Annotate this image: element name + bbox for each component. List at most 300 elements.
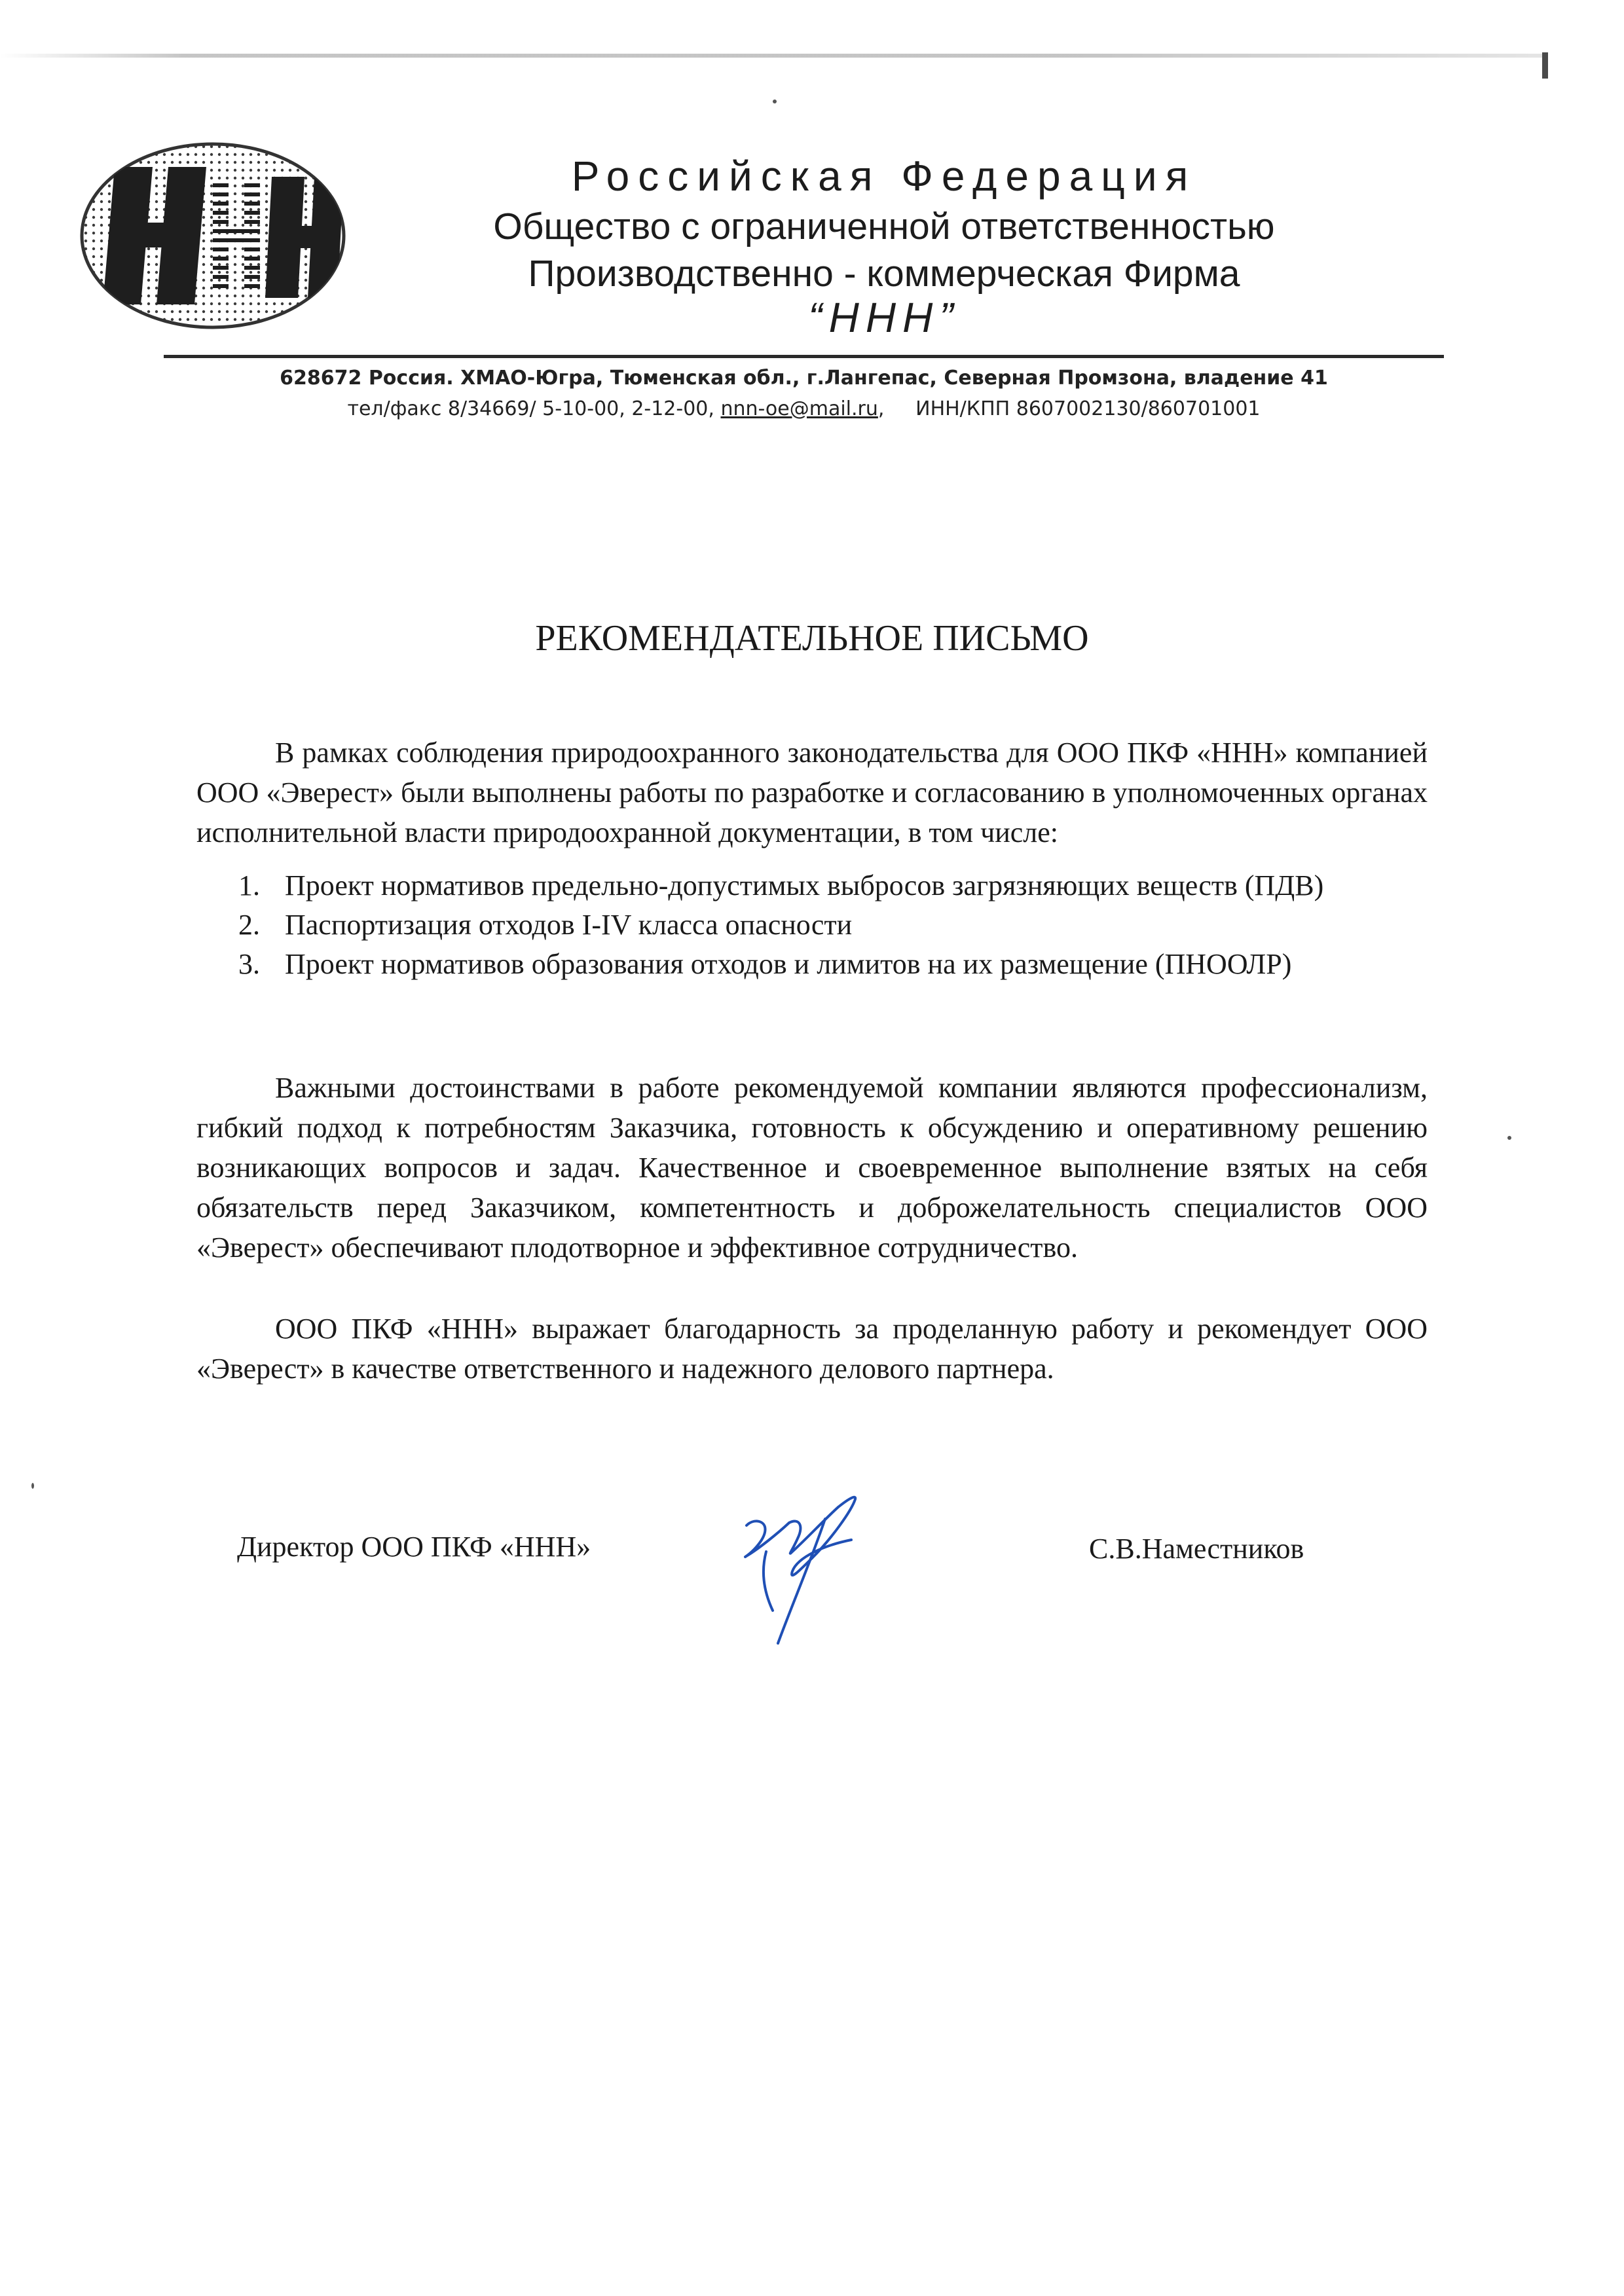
- logo-texture-dot: [210, 318, 213, 321]
- logo-texture-dot: [116, 302, 119, 305]
- logo-texture-dot: [304, 326, 307, 329]
- logo-texture-dot: [163, 177, 166, 179]
- logo-texture-dot: [234, 310, 236, 313]
- logo-texture-dot: [218, 224, 221, 227]
- logo-texture-dot: [336, 318, 339, 321]
- logo-texture-dot: [171, 161, 174, 164]
- logo-texture-dot: [92, 169, 95, 172]
- logo-texture-dot: [194, 302, 197, 305]
- logo-texture-dot: [155, 208, 158, 211]
- logo-texture-dot: [194, 161, 197, 164]
- logo-texture-dot: [92, 255, 95, 258]
- logo-texture-dot: [336, 326, 339, 329]
- logo-texture-dot: [265, 224, 268, 227]
- logo-texture-dot: [226, 279, 229, 282]
- logo-texture-dot: [147, 287, 150, 289]
- logo-texture-dot: [242, 271, 244, 274]
- logo-texture-dot: [249, 216, 252, 219]
- logo-texture-dot: [202, 247, 205, 250]
- logo-texture-dot: [304, 279, 307, 282]
- letterhead-contacts: [164, 397, 1444, 420]
- signatory-name: С.В.Наместников: [1089, 1533, 1304, 1565]
- logo-texture-dot: [226, 216, 229, 219]
- logo-texture-dot: [257, 310, 260, 313]
- logo-texture-dot: [108, 145, 111, 148]
- logo-texture-dot: [108, 326, 111, 329]
- logo-texture-dot: [124, 161, 126, 164]
- logo-texture-dot: [265, 192, 268, 195]
- logo-texture-dot: [281, 161, 284, 164]
- logo-texture-dot: [242, 216, 244, 219]
- logo-texture-dot: [257, 295, 260, 297]
- logo-texture-dot: [210, 161, 213, 164]
- logo-texture-dot: [210, 263, 213, 266]
- contacts-separator: ,: [877, 397, 910, 420]
- logo-texture-dot: [179, 310, 181, 313]
- logo-texture-dot: [202, 216, 205, 219]
- logo-texture-dot: [344, 161, 346, 164]
- letterhead-phone: тел/факс 8/34669/ 5-10-00, 2-12-00,: [347, 397, 714, 420]
- logo-texture-dot: [210, 302, 213, 305]
- logo-texture-dot: [320, 177, 323, 179]
- logo-texture-dot: [100, 326, 103, 329]
- logo-texture-dot: [218, 302, 221, 305]
- logo-texture-dot: [210, 310, 213, 313]
- logo-texture-dot: [108, 169, 111, 172]
- logo-texture-dot: [147, 302, 150, 305]
- logo-texture-dot: [304, 192, 307, 195]
- logo-texture-dot: [336, 295, 339, 297]
- list-item: [196, 866, 1428, 905]
- works-list: [196, 866, 1428, 984]
- logo-texture-dot: [155, 200, 158, 203]
- logo-texture-dot: [320, 326, 323, 329]
- logo-texture-dot: [297, 169, 299, 172]
- logo-texture-dot: [187, 318, 189, 321]
- logo-texture-dot: [139, 153, 142, 156]
- list-item-number: 2.: [238, 909, 260, 941]
- logo-texture-dot: [92, 145, 95, 148]
- logo-texture-dot: [226, 302, 229, 305]
- logo-texture-dot: [155, 271, 158, 274]
- logo-texture-dot: [147, 255, 150, 258]
- list-item: [196, 945, 1428, 984]
- logo-texture-dot: [210, 279, 213, 282]
- logo-texture-dot: [234, 255, 236, 258]
- logo-texture-dot: [265, 326, 268, 329]
- logo-texture-dot: [304, 263, 307, 266]
- logo-texture-dot: [265, 247, 268, 250]
- letterhead-country: Российская Федерация: [571, 153, 1197, 200]
- logo-texture-dot: [242, 255, 244, 258]
- logo-texture-dot: [202, 255, 205, 258]
- nnn-logo-icon: [75, 137, 350, 334]
- logo-texture-dot: [218, 310, 221, 313]
- logo-texture-dot: [249, 295, 252, 297]
- logo-texture-dot: [210, 232, 213, 234]
- logo-texture-dot: [328, 295, 331, 297]
- logo-texture-dot: [273, 310, 276, 313]
- logo-texture-dot: [100, 208, 103, 211]
- scan-artifact-dot: [1507, 1136, 1511, 1140]
- logo-texture-dot: [226, 177, 229, 179]
- logo-texture-dot: [249, 310, 252, 313]
- logo-texture-dot: [234, 177, 236, 179]
- logo-texture-dot: [344, 216, 346, 219]
- logo-texture-dot: [163, 161, 166, 164]
- logo-texture-dot: [171, 310, 174, 313]
- logo-texture-dot: [218, 279, 221, 282]
- logo-texture-dot: [132, 153, 134, 156]
- logo-texture-dot: [328, 302, 331, 305]
- logo-texture-dot: [344, 287, 346, 289]
- logo-texture-dot: [336, 177, 339, 179]
- logo-texture-dot: [210, 224, 213, 227]
- logo-texture-dot: [84, 232, 87, 234]
- logo-texture-dot: [320, 161, 323, 164]
- logo-texture-dot: [242, 161, 244, 164]
- logo-texture-dot: [100, 302, 103, 305]
- logo-texture-dot: [108, 310, 111, 313]
- logo-texture-dot: [281, 326, 284, 329]
- letterhead-email[interactable]: nnn-oe@mail.ru: [720, 397, 878, 420]
- logo-texture-dot: [344, 169, 346, 172]
- logo-texture-dot: [100, 318, 103, 321]
- logo-texture-dot: [312, 318, 315, 321]
- list-item-text: Паспортизация отходов I-IV класса опасности: [285, 909, 853, 941]
- logo-texture-dot: [257, 224, 260, 227]
- logo-texture-dot: [218, 153, 221, 156]
- logo-texture-dot: [249, 263, 252, 266]
- logo-texture-dot: [336, 310, 339, 313]
- logo-texture-dot: [242, 208, 244, 211]
- logo-texture-dot: [281, 153, 284, 156]
- logo-texture-dot: [108, 208, 111, 211]
- logo-texture-dot: [320, 153, 323, 156]
- logo-texture-dot: [163, 192, 166, 195]
- logo-texture-dot: [281, 145, 284, 148]
- logo-texture-dot: [336, 145, 339, 148]
- logo-texture-dot: [249, 169, 252, 172]
- logo-texture-dot: [312, 302, 315, 305]
- scan-artifact-dot: [31, 1483, 34, 1489]
- logo-texture-dot: [257, 161, 260, 164]
- logo-texture-dot: [242, 153, 244, 156]
- logo-texture-dot: [92, 295, 95, 297]
- logo-texture-dot: [92, 185, 95, 187]
- logo-texture-dot: [320, 302, 323, 305]
- logo-texture-dot: [218, 318, 221, 321]
- logo-texture-dot: [242, 247, 244, 250]
- logo-texture-dot: [234, 216, 236, 219]
- logo-texture-dot: [226, 161, 229, 164]
- logo-texture-dot: [84, 153, 87, 156]
- logo-texture-dot: [92, 279, 95, 282]
- logo-texture-dot: [132, 326, 134, 329]
- logo-texture-dot: [304, 161, 307, 164]
- letter-intro-paragraph: В рамках соблюдения природоохранного законодательства для ООО ПКФ «ННН» компанией ООО «Эверест» были выполнены работы по разработке и согласованию в уполномоченных органах исполнительной власти природоохранной документации, в том числе:: [196, 737, 1428, 848]
- logo-texture-dot: [163, 310, 166, 313]
- logo-texture-dot: [171, 318, 174, 321]
- logo-texture-dot: [336, 279, 339, 282]
- logo-texture-dot: [147, 263, 150, 266]
- logo-texture-dot: [155, 145, 158, 148]
- logo-texture-dot: [249, 326, 252, 329]
- logo-texture-dot: [242, 295, 244, 297]
- logo-texture-dot: [147, 318, 150, 321]
- logo-texture-dot: [84, 287, 87, 289]
- logo-texture-dot: [147, 326, 150, 329]
- logo-texture-dot: [187, 310, 189, 313]
- logo-texture-dot: [92, 208, 95, 211]
- logo-texture-dot: [265, 232, 268, 234]
- letter-gratitude-paragraph: ООО ПКФ «ННН» выражает благодарность за проделанную работу и рекомендует ООО «Эверест» в качестве ответственного и надежного делового партнера.: [196, 1313, 1428, 1385]
- logo-texture-dot: [210, 216, 213, 219]
- logo-texture-dot: [155, 161, 158, 164]
- logo-texture-dot: [100, 192, 103, 195]
- logo-texture-dot: [242, 185, 244, 187]
- logo-texture-dot: [265, 169, 268, 172]
- logo-texture-dot: [304, 216, 307, 219]
- logo-texture-dot: [84, 240, 87, 242]
- letter-title: РЕКОМЕНДАТЕЛЬНОЕ ПИСЬМО: [535, 618, 1089, 659]
- logo-texture-dot: [116, 318, 119, 321]
- logo-texture-dot: [226, 208, 229, 211]
- logo-texture-dot: [155, 216, 158, 219]
- logo-texture-dot: [124, 145, 126, 148]
- letterhead: [0, 0, 1624, 458]
- logo-texture-dot: [187, 153, 189, 156]
- logo-texture-dot: [257, 153, 260, 156]
- logo-texture-dot: [234, 161, 236, 164]
- logo-texture-dot: [249, 318, 252, 321]
- logo-texture-dot: [344, 192, 346, 195]
- logo-texture-dot: [202, 161, 205, 164]
- logo-texture-dot: [124, 318, 126, 321]
- logo-texture-dot: [304, 255, 307, 258]
- logo-texture-dot: [163, 326, 166, 329]
- logo-texture-dot: [155, 279, 158, 282]
- list-item-text: Проект нормативов предельно-допустимых выбросов загрязняющих веществ (ПДВ): [285, 869, 1324, 902]
- logo-texture-dot: [108, 192, 111, 195]
- logo-texture-dot: [265, 240, 268, 242]
- logo-texture-dot: [336, 302, 339, 305]
- logo-texture-dot: [108, 161, 111, 164]
- logo-texture-dot: [210, 247, 213, 250]
- logo-texture-dot: [92, 153, 95, 156]
- logo-texture-dot: [84, 224, 87, 227]
- logo-texture-dot: [108, 185, 111, 187]
- logo-texture-dot: [226, 318, 229, 321]
- logo-texture-dot: [281, 302, 284, 305]
- logo-texture-dot: [124, 310, 126, 313]
- logo-texture-dot: [194, 153, 197, 156]
- logo-texture-dot: [194, 318, 197, 321]
- logo-texture-dot: [304, 208, 307, 211]
- logo-texture-dot: [257, 263, 260, 266]
- logo-texture-dot: [242, 263, 244, 266]
- logo-texture-dot: [304, 318, 307, 321]
- logo-texture-dot: [328, 326, 331, 329]
- logo-texture-dot: [304, 145, 307, 148]
- logo-texture-dot: [234, 192, 236, 195]
- logo-texture-dot: [218, 208, 221, 211]
- logo-texture-dot: [202, 153, 205, 156]
- logo-texture-dot: [336, 287, 339, 289]
- logo-texture-dot: [273, 161, 276, 164]
- logo-texture-dot: [328, 287, 331, 289]
- logo-texture-dot: [210, 208, 213, 211]
- logo-texture-dot: [289, 302, 291, 305]
- logo-texture-dot: [344, 185, 346, 187]
- logo-texture-dot: [202, 302, 205, 305]
- logo-texture-dot: [84, 177, 87, 179]
- logo-texture-dot: [257, 302, 260, 305]
- logo-texture-dot: [194, 310, 197, 313]
- logo-texture-dot: [257, 279, 260, 282]
- logo-texture-dot: [155, 255, 158, 258]
- logo-texture-dot: [242, 200, 244, 203]
- logo-texture-dot: [100, 200, 103, 203]
- logo-texture-dot: [124, 326, 126, 329]
- logo-texture-dot: [328, 169, 331, 172]
- logo-texture-dot: [100, 310, 103, 313]
- letterhead-inn-kpp: ИНН/КПП 8607002130/860701001: [915, 397, 1261, 420]
- logo-texture-dot: [234, 200, 236, 203]
- logo-texture-dot: [139, 145, 142, 148]
- logo-texture-dot: [100, 169, 103, 172]
- logo-texture-dot: [336, 169, 339, 172]
- logo-texture-dot: [234, 247, 236, 250]
- logo-texture-dot: [210, 240, 213, 242]
- logo-texture-dot: [297, 326, 299, 329]
- logo-texture-dot: [344, 302, 346, 305]
- logo-texture-dot: [249, 271, 252, 274]
- logo-texture-dot: [84, 185, 87, 187]
- logo-texture-dot: [147, 247, 150, 250]
- logo-texture-dot: [226, 169, 229, 172]
- logo-texture-dot: [171, 153, 174, 156]
- logo-texture-dot: [304, 200, 307, 203]
- logo-texture-dot: [273, 145, 276, 148]
- logo-texture-dot: [202, 224, 205, 227]
- logo-texture-dot: [242, 310, 244, 313]
- logo-texture-dot: [234, 271, 236, 274]
- logo-texture-dot: [312, 161, 315, 164]
- logo-texture-dot: [179, 153, 181, 156]
- logo-texture-dot: [336, 153, 339, 156]
- logo-texture-dot: [147, 145, 150, 148]
- logo-texture-dot: [116, 145, 119, 148]
- logo-texture-dot: [124, 153, 126, 156]
- logo-texture-dot: [273, 169, 276, 172]
- logo-texture-dot: [155, 177, 158, 179]
- logo-texture-dot: [92, 232, 95, 234]
- logo-texture-dot: [84, 169, 87, 172]
- logo-texture-dot: [304, 271, 307, 274]
- logo-texture-dot: [84, 295, 87, 297]
- list-item-number: 1.: [238, 869, 260, 902]
- logo-texture-dot: [257, 145, 260, 148]
- logo-texture-dot: [202, 287, 205, 289]
- logo-texture-dot: [336, 192, 339, 195]
- logo-texture-dot: [297, 161, 299, 164]
- logo-texture-dot: [289, 318, 291, 321]
- logo-texture-dot: [210, 200, 213, 203]
- logo-texture-dot: [281, 169, 284, 172]
- logo-texture-dot: [344, 271, 346, 274]
- logo-texture-dot: [312, 310, 315, 313]
- logo-texture-dot: [344, 279, 346, 282]
- logo-texture-dot: [234, 153, 236, 156]
- logo-texture-dot: [210, 169, 213, 172]
- logo-texture-dot: [116, 161, 119, 164]
- logo-texture-dot: [265, 302, 268, 305]
- logo-texture-dot: [320, 318, 323, 321]
- logo-texture-dot: [171, 326, 174, 329]
- logo-texture-dot: [218, 271, 221, 274]
- logo-texture-dot: [92, 302, 95, 305]
- logo-texture-dot: [92, 318, 95, 321]
- logo-texture-dot: [84, 271, 87, 274]
- logo-texture-dot: [249, 224, 252, 227]
- letterhead-address: 628672 Россия. ХМАО-Югра, Тюменская обл., г.Лангепас, Северная Промзона, владение 41: [280, 367, 1328, 390]
- logo-texture-dot: [147, 271, 150, 274]
- logo-texture-dot: [100, 232, 103, 234]
- logo-texture-dot: [249, 208, 252, 211]
- logo-texture-dot: [242, 318, 244, 321]
- logo-texture-dot: [179, 161, 181, 164]
- logo-texture-dot: [100, 255, 103, 258]
- letterhead-org-type: Общество с ограниченной ответственностью: [493, 206, 1275, 247]
- logo-texture-dot: [202, 310, 205, 313]
- logo-texture-dot: [147, 310, 150, 313]
- logo-texture-dot: [100, 247, 103, 250]
- logo-texture-dot: [100, 295, 103, 297]
- logo-texture-dot: [242, 287, 244, 289]
- logo-texture-dot: [257, 271, 260, 274]
- logo-texture-dot: [320, 295, 323, 297]
- logo-texture-dot: [84, 318, 87, 321]
- logo-texture-dot: [132, 145, 134, 148]
- letterhead-divider: [164, 355, 1444, 358]
- logo-texture-dot: [234, 169, 236, 172]
- logo-texture-dot: [289, 153, 291, 156]
- logo-texture-dot: [202, 279, 205, 282]
- logo-texture-dot: [226, 295, 229, 297]
- logo-texture-dot: [257, 208, 260, 211]
- logo-texture-dot: [234, 208, 236, 211]
- logo-texture-dot: [100, 145, 103, 148]
- logo-texture-dot: [344, 295, 346, 297]
- logo-texture-dot: [265, 185, 268, 187]
- logo-texture-dot: [234, 287, 236, 289]
- logo-texture-dot: [242, 224, 244, 227]
- logo-texture-dot: [100, 271, 103, 274]
- logo-texture-dot: [202, 263, 205, 266]
- logo-texture-dot: [155, 287, 158, 289]
- logo-texture-dot: [328, 310, 331, 313]
- logo-texture-dot: [257, 216, 260, 219]
- logo-texture-dot: [226, 263, 229, 266]
- logo-texture-dot: [297, 153, 299, 156]
- logo-texture-dot: [84, 192, 87, 195]
- logo-texture-dot: [163, 145, 166, 148]
- logo-texture-dot: [234, 318, 236, 321]
- logo-texture-dot: [344, 208, 346, 211]
- logo-texture-dot: [84, 200, 87, 203]
- logo-texture-dot: [289, 326, 291, 329]
